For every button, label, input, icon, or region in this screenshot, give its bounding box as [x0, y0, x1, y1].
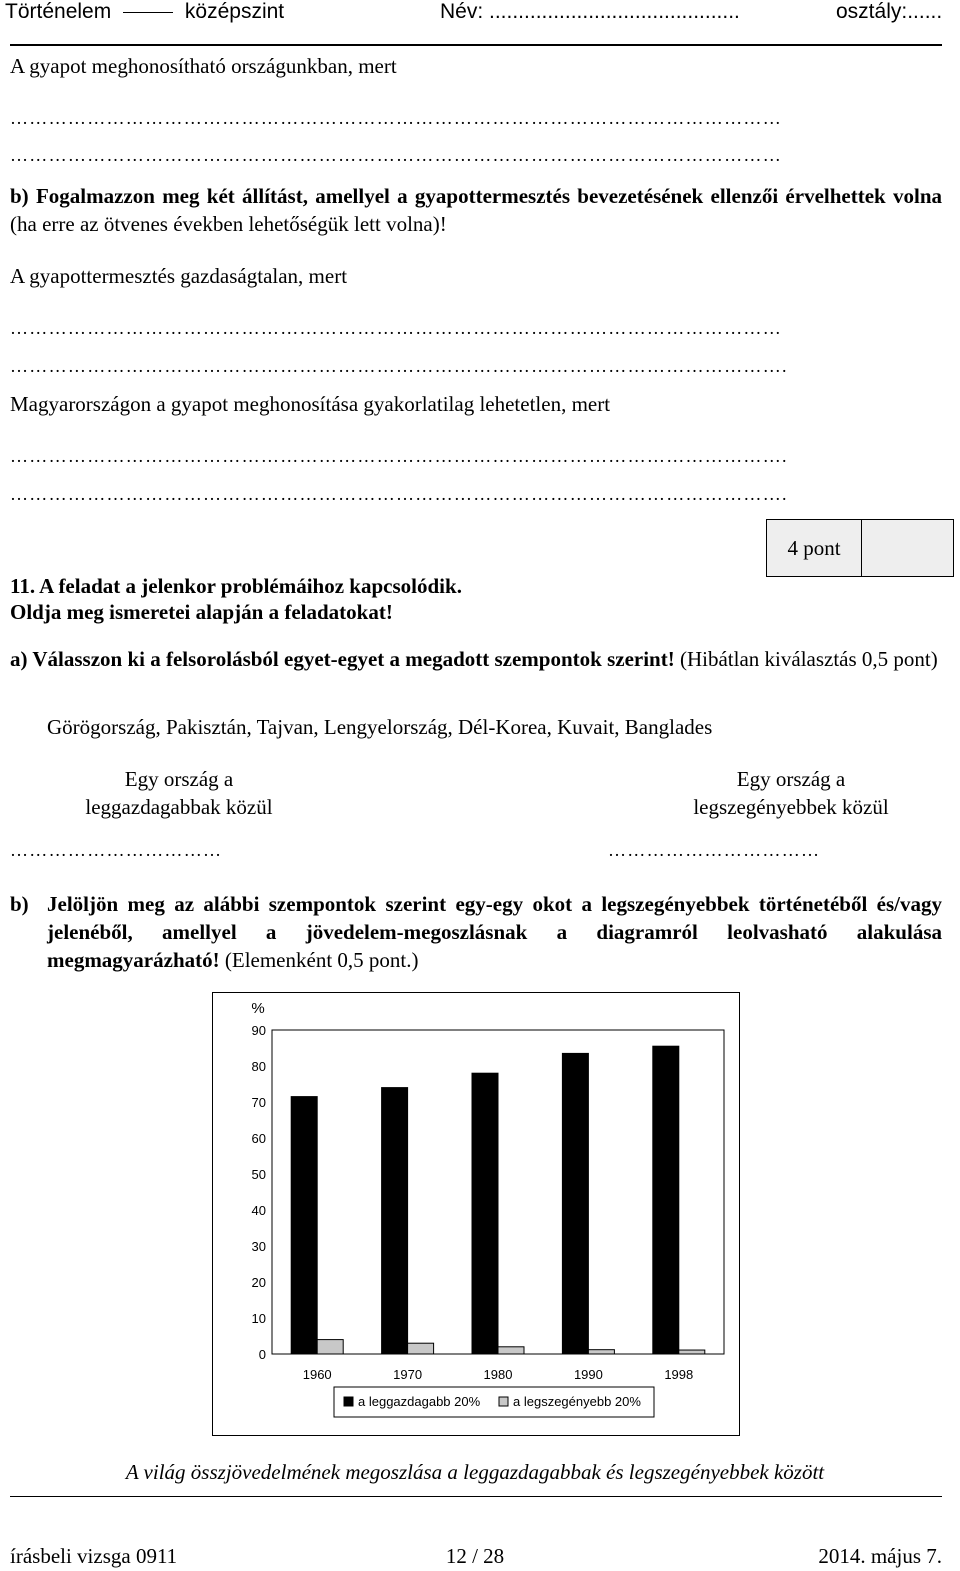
footer-rule	[10, 1496, 942, 1497]
y-tick-label: 10	[251, 1311, 266, 1326]
answer-line[interactable]: ………………………………………………………………………………………………………….	[10, 446, 788, 466]
q10-b-prompt: b) Fogalmazzon meg két állítást, amellyel a gyapottermesztés bevezetésének ellenzői érvelhettek volna (ha erre az ötvenes években lehetőségük lett volna)!	[10, 184, 942, 236]
answer-line-rich[interactable]: ……………………………	[10, 840, 223, 860]
y-tick-label: 40	[251, 1203, 266, 1218]
header-subject: Történelem középszint	[5, 0, 285, 23]
header-name-field[interactable]: Név: ...........................................	[440, 0, 740, 23]
q11-title: 11. A feladat a jelenkor problémáihoz kapcsolódik. Oldja meg ismeretei alapján a feladatokat!	[10, 574, 462, 624]
legend-label: a leggazdagabb 20%	[358, 1394, 481, 1409]
bar-richest-1990	[562, 1053, 588, 1354]
y-tick-label: 0	[258, 1347, 266, 1362]
income-distribution-chart	[213, 993, 739, 1435]
legend-label: a legszegényebb 20%	[513, 1394, 641, 1409]
chart-frame	[212, 992, 740, 1436]
left-column-label: Egy ország a leggazdagabbak közül	[85, 767, 273, 819]
bar-poorest-1960	[317, 1340, 343, 1354]
bar-poorest-1990	[588, 1350, 614, 1354]
footer-page-number: 12 / 28	[445, 1544, 505, 1568]
bar-richest-1960	[291, 1097, 317, 1354]
y-tick-label: 90	[251, 1023, 266, 1038]
chart-caption: A világ összjövedelmének megoszlása a leggazdagabbak és legszegényebbek között	[125, 1460, 825, 1484]
points-score-cell[interactable]	[862, 520, 953, 576]
legend-swatch-0	[344, 1397, 353, 1406]
answer-line[interactable]: ………………………………………………………………………………………………………….	[10, 484, 788, 504]
q10-statement1: A gyapottermesztés gazdaságtalan, mert	[10, 264, 348, 288]
answer-line[interactable]: …………………………………………………………………………………………………………	[10, 108, 782, 128]
header-dash	[123, 12, 173, 13]
bar-poorest-1998	[679, 1350, 705, 1354]
x-tick-label: 1970	[393, 1367, 423, 1382]
q10-statement2: Magyarországon a gyapot meghonosítása gyakorlatilag lehetetlen, mert	[10, 392, 611, 416]
bar-poorest-1970	[408, 1343, 434, 1354]
answer-line[interactable]: …………………………………………………………………………………………………………	[10, 318, 782, 338]
bar-poorest-1980	[498, 1347, 524, 1354]
legend-swatch-1	[499, 1397, 508, 1406]
y-tick-label: 80	[251, 1059, 266, 1074]
header-class-field[interactable]: osztály:......	[836, 0, 943, 23]
footer-exam-code: írásbeli vizsga 0911	[10, 1544, 178, 1568]
footer-date: 2014. május 7.	[818, 1544, 942, 1568]
y-axis-unit: %	[251, 1000, 265, 1017]
country-list: Görögország, Pakisztán, Tajvan, Lengyelország, Dél-Korea, Kuvait, Banglades	[47, 715, 713, 739]
q10-line1: A gyapot meghonosítható országunkban, mert	[10, 54, 397, 78]
bar-richest-1970	[382, 1088, 408, 1354]
points-box	[766, 519, 954, 577]
answer-line-poor[interactable]: ……………………………	[608, 840, 821, 860]
x-tick-label: 1998	[664, 1367, 694, 1382]
y-tick-label: 50	[251, 1167, 266, 1182]
q11-b-label: b)	[10, 892, 29, 916]
x-tick-label: 1990	[573, 1367, 603, 1382]
header-rule	[10, 44, 942, 46]
y-tick-label: 70	[251, 1095, 266, 1110]
bar-richest-1980	[472, 1073, 498, 1354]
right-column-label: Egy ország a legszegényebbek közül	[693, 767, 889, 819]
answer-line[interactable]: ………………………………………………………………………………………………………….	[10, 356, 788, 376]
points-label: 4 pont	[767, 520, 862, 576]
x-tick-label: 1960	[302, 1367, 332, 1382]
y-tick-label: 60	[251, 1131, 266, 1146]
q11-a-prompt: a) Válasszon ki a felsorolásból egyet-egyet a megadott szempontok szerint! (Hibátlan kiválasztás 0,5 pont)	[10, 647, 938, 671]
y-tick-label: 20	[251, 1275, 266, 1290]
answer-line[interactable]: …………………………………………………………………………………………………………	[10, 145, 782, 165]
q11-b-prompt: Jelöljön meg az alábbi szempontok szerint egy-egy okot a legszegényebbek történetéből és/vagy jelenéből, amellyel a jövedelem-megoszlásnak a diagramról leolvasható alakulása megmagyarázható! (Elemenként 0,5 pont.)	[47, 892, 942, 972]
x-tick-label: 1980	[483, 1367, 513, 1382]
bar-richest-1998	[653, 1046, 679, 1354]
y-tick-label: 30	[251, 1239, 266, 1254]
